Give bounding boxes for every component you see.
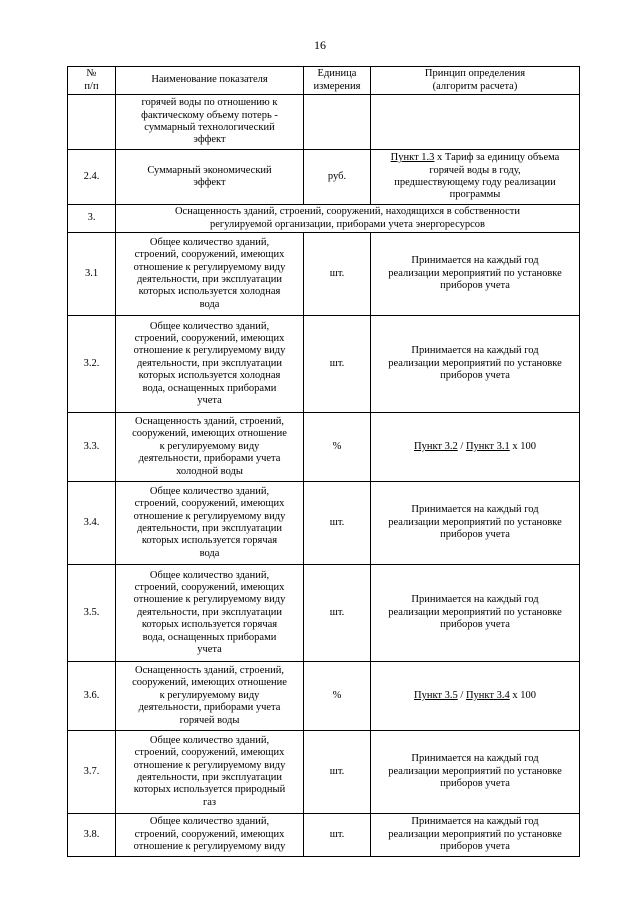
row-principle — [371, 662, 580, 731]
formula-separator: / — [457, 440, 466, 452]
formula-tail: x 100 — [509, 689, 536, 701]
row-name: Общее количество зданий, строений, сооружений, имеющих отношение к регулируемому виду деятельности, при эксплуатации которых используется холодная вода, оснащенных приборами учета — [116, 316, 304, 413]
section-row — [68, 205, 580, 233]
row-principle — [371, 95, 580, 150]
row-name: Оснащенность зданий, строений, сооружений, имеющих отношение к регулируемому виду деятельности, приборами учета горячей воды — [116, 662, 304, 731]
row-name: Общее количество зданий, строений, сооружений, имеющих отношение к регулируемому виду деятельности, при эксплуатации которых используется природный газ — [116, 731, 304, 814]
row-principle: Принимается на каждый год реализации мероприятий по установке приборов учета — [371, 482, 580, 565]
table-header-row — [68, 67, 580, 95]
reference-link[interactable]: Пункт 3.5 — [414, 689, 458, 701]
reference-link[interactable]: Пункт 3.1 — [465, 440, 510, 452]
row-unit: % — [304, 413, 371, 482]
row-num: 2.4. — [68, 150, 116, 205]
header-principle: Принцип определения (алгоритм расчета) — [371, 67, 580, 95]
table-row — [68, 413, 580, 482]
row-num: 3.4. — [68, 482, 116, 565]
row-unit — [304, 95, 371, 150]
row-unit: шт. — [304, 482, 371, 565]
row-num: 3.3. — [68, 413, 116, 482]
row-principle: Принимается на каждый год реализации мероприятий по установке приборов учета — [371, 316, 580, 413]
row-name: Общее количество зданий, строений, сооружений, имеющих отношение к регулируемому виду — [116, 814, 304, 857]
section-title: Оснащенность зданий, строений, сооружений, находящихся в собственности регулируемой организации, приборами учета энергоресурсов — [116, 205, 580, 233]
row-principle: Принимается на каждый год реализации мероприятий по установке приборов учета — [371, 233, 580, 316]
page-number: 16 — [314, 38, 326, 52]
table-row — [68, 233, 580, 316]
row-unit: руб. — [304, 150, 371, 205]
formula-tail: x 100 — [509, 440, 536, 452]
row-principle — [371, 150, 580, 205]
row-unit: шт. — [304, 814, 371, 857]
row-unit: шт. — [304, 565, 371, 662]
row-num: 3.8. — [68, 814, 116, 857]
row-num — [68, 95, 116, 150]
row-num: 3.6. — [68, 662, 116, 731]
row-name: Общее количество зданий, строений, сооружений, имеющих отношение к регулируемому виду деятельности, при эксплуатации которых используется горячая вода, оснащенных приборами учета — [116, 565, 304, 662]
table-row — [68, 565, 580, 662]
reference-link[interactable]: Пункт 3.4 — [465, 689, 510, 701]
table-row — [68, 662, 580, 731]
row-principle: Принимается на каждый год реализации мероприятий по установке приборов учета — [371, 565, 580, 662]
table-row — [68, 95, 580, 150]
row-num: 3.2. — [68, 316, 116, 413]
table-row — [68, 731, 580, 814]
table-row — [68, 150, 580, 205]
row-principle — [371, 413, 580, 482]
row-principle: Принимается на каждый год реализации мероприятий по установке приборов учета — [371, 731, 580, 814]
principle-text: x Тариф за единицу объема горячей воды в году, предшествующему году реализации программы — [394, 152, 560, 201]
header-unit: Единица измерения — [304, 67, 371, 95]
row-unit: % — [304, 662, 371, 731]
row-name: Общее количество зданий, строений, сооружений, имеющих отношение к регулируемому виду деятельности, при эксплуатации которых используется холодная вода — [116, 233, 304, 316]
formula-separator: / — [457, 689, 466, 701]
row-num: 3.7. — [68, 731, 116, 814]
row-name: Суммарный экономический эффект — [116, 150, 304, 205]
table-row — [68, 482, 580, 565]
row-unit: шт. — [304, 731, 371, 814]
reference-link[interactable]: Пункт 1.3 — [390, 152, 435, 164]
row-principle: Принимается на каждый год реализации мероприятий по установке приборов учета — [371, 814, 580, 857]
row-unit: шт. — [304, 233, 371, 316]
header-num: № п/п — [68, 67, 116, 95]
row-name: Оснащенность зданий, строений, сооружений, имеющих отношение к регулируемому виду деятельности, приборами учета холодной воды — [116, 413, 304, 482]
table-row — [68, 316, 580, 413]
row-unit: шт. — [304, 316, 371, 413]
indicators-table — [67, 66, 580, 857]
row-num: 3.1 — [68, 233, 116, 316]
table-row — [68, 814, 580, 857]
row-num: 3. — [68, 205, 116, 233]
row-name: Общее количество зданий, строений, сооружений, имеющих отношение к регулируемому виду деятельности, при эксплуатации которых используется горячая вода — [116, 482, 304, 565]
header-name: Наименование показателя — [116, 67, 304, 95]
row-num: 3.5. — [68, 565, 116, 662]
row-name: горячей воды по отношению к фактическому объему потерь - суммарный технологический эффект — [116, 95, 304, 150]
reference-link[interactable]: Пункт 3.2 — [414, 440, 458, 452]
